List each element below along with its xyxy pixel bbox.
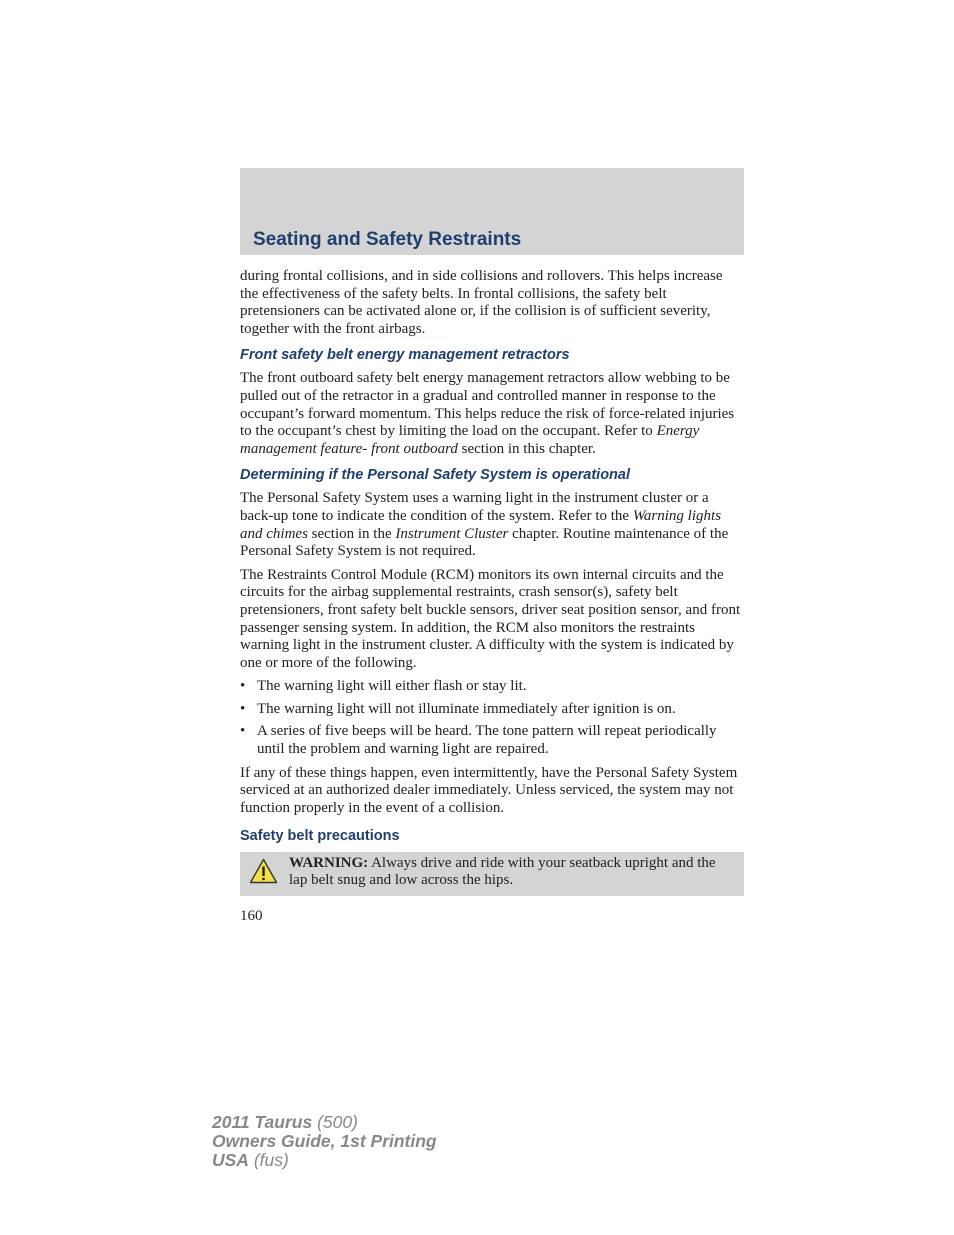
retractors-paragraph xyxy=(240,370,744,458)
pss-heading: Determining if the Personal Safety System is operational xyxy=(240,467,630,484)
list-item-text: A series of five beeps will be heard. The tone pattern will repeat periodically until the problem and warning light are repaired. xyxy=(257,723,717,758)
warning-triangle-icon xyxy=(249,858,278,884)
bullet-icon: • xyxy=(240,678,246,695)
page-number: 160 xyxy=(240,908,263,925)
list-item xyxy=(240,701,744,719)
intro-paragraph: during frontal collisions, and in side collisions and rollovers. This helps increase the effectiveness of the safety belts. In frontal collisions, the safety belt pretensioners can be activated alone or, if the collision is of sufficient severity, together with the front airbags. xyxy=(240,268,723,337)
list-item xyxy=(240,678,744,696)
retractors-heading: Front safety belt energy management retractors xyxy=(240,347,570,364)
list-item-text: The warning light will not illuminate immediately after ignition is on. xyxy=(257,700,676,717)
pss-paragraph-2: The Restraints Control Module (RCM) monitors its own internal circuits and the circuits for the airbag supplemental restraints, crash sensor(s), safety belt pretensioners, front safety belt buckle sensors, driver seat position sensor, and front passenger sensing system. In addition, the RCM also monitors the restraints warning light in the instrument cluster. A difficulty with the system is indicated by one or more of the following. xyxy=(240,566,741,671)
warning-box xyxy=(240,852,744,896)
pss-p1-reference-2: Instrument Cluster xyxy=(395,525,509,542)
pss-p1-reference-1: Warning lights and chimes xyxy=(240,507,722,542)
document-footer xyxy=(212,1113,437,1170)
warning-label: WARNING: xyxy=(289,855,369,872)
retractors-text-after: section in this chapter. xyxy=(457,440,596,457)
footer-line-2: Owners Guide, 1st Printing xyxy=(212,1131,437,1151)
footer-model-code: (500) xyxy=(312,1112,358,1132)
retractors-text-before: The front outboard safety belt energy management retractors allow webbing to be pulled out of the retractor in a gradual and controlled manner in response to the occupant’s forward momentum. This helps reduce the risk of force-related injuries to the occupant’s chest by limiting the load on the occupant. Refer to xyxy=(240,370,735,440)
pss-paragraph-1 xyxy=(240,490,744,560)
list-item-text: The warning light will either flash or stay lit. xyxy=(257,678,527,695)
footer-line-3 xyxy=(212,1151,437,1170)
section-title: Seating and Safety Restraints xyxy=(253,229,522,250)
pss-p1-part-b: section in the xyxy=(307,525,396,542)
bullet-icon: • xyxy=(240,723,246,740)
pss-p1-part-c: chapter. Routine maintenance of the Personal Safety System is not required. xyxy=(240,525,729,560)
page-content xyxy=(240,268,744,926)
list-item xyxy=(240,723,744,758)
pss-p1-part-a: The Personal Safety System uses a warning light in the instrument cluster or a back-up tone to indicate the condition of the system. Refer to the xyxy=(240,490,709,524)
warning-text: Always drive and ride with your seatback upright and the lap belt snug and low across the hips. xyxy=(289,855,716,889)
footer-market-code: (fus) xyxy=(248,1150,289,1170)
footer-market: USA xyxy=(212,1150,249,1170)
bullet-icon: • xyxy=(240,700,246,717)
precautions-heading: Safety belt precautions xyxy=(240,828,400,845)
footer-line-1 xyxy=(212,1113,437,1132)
pss-bullet-list xyxy=(240,678,744,758)
footer-model: 2011 Taurus xyxy=(212,1112,313,1132)
pss-paragraph-3: If any of these things happen, even intermittently, have the Personal Safety System serviced at an authorized dealer immediately. Unless serviced, the system may not function properly in the event of a collision. xyxy=(240,764,738,816)
retractors-reference: Energy management feature- front outboard xyxy=(240,423,700,457)
